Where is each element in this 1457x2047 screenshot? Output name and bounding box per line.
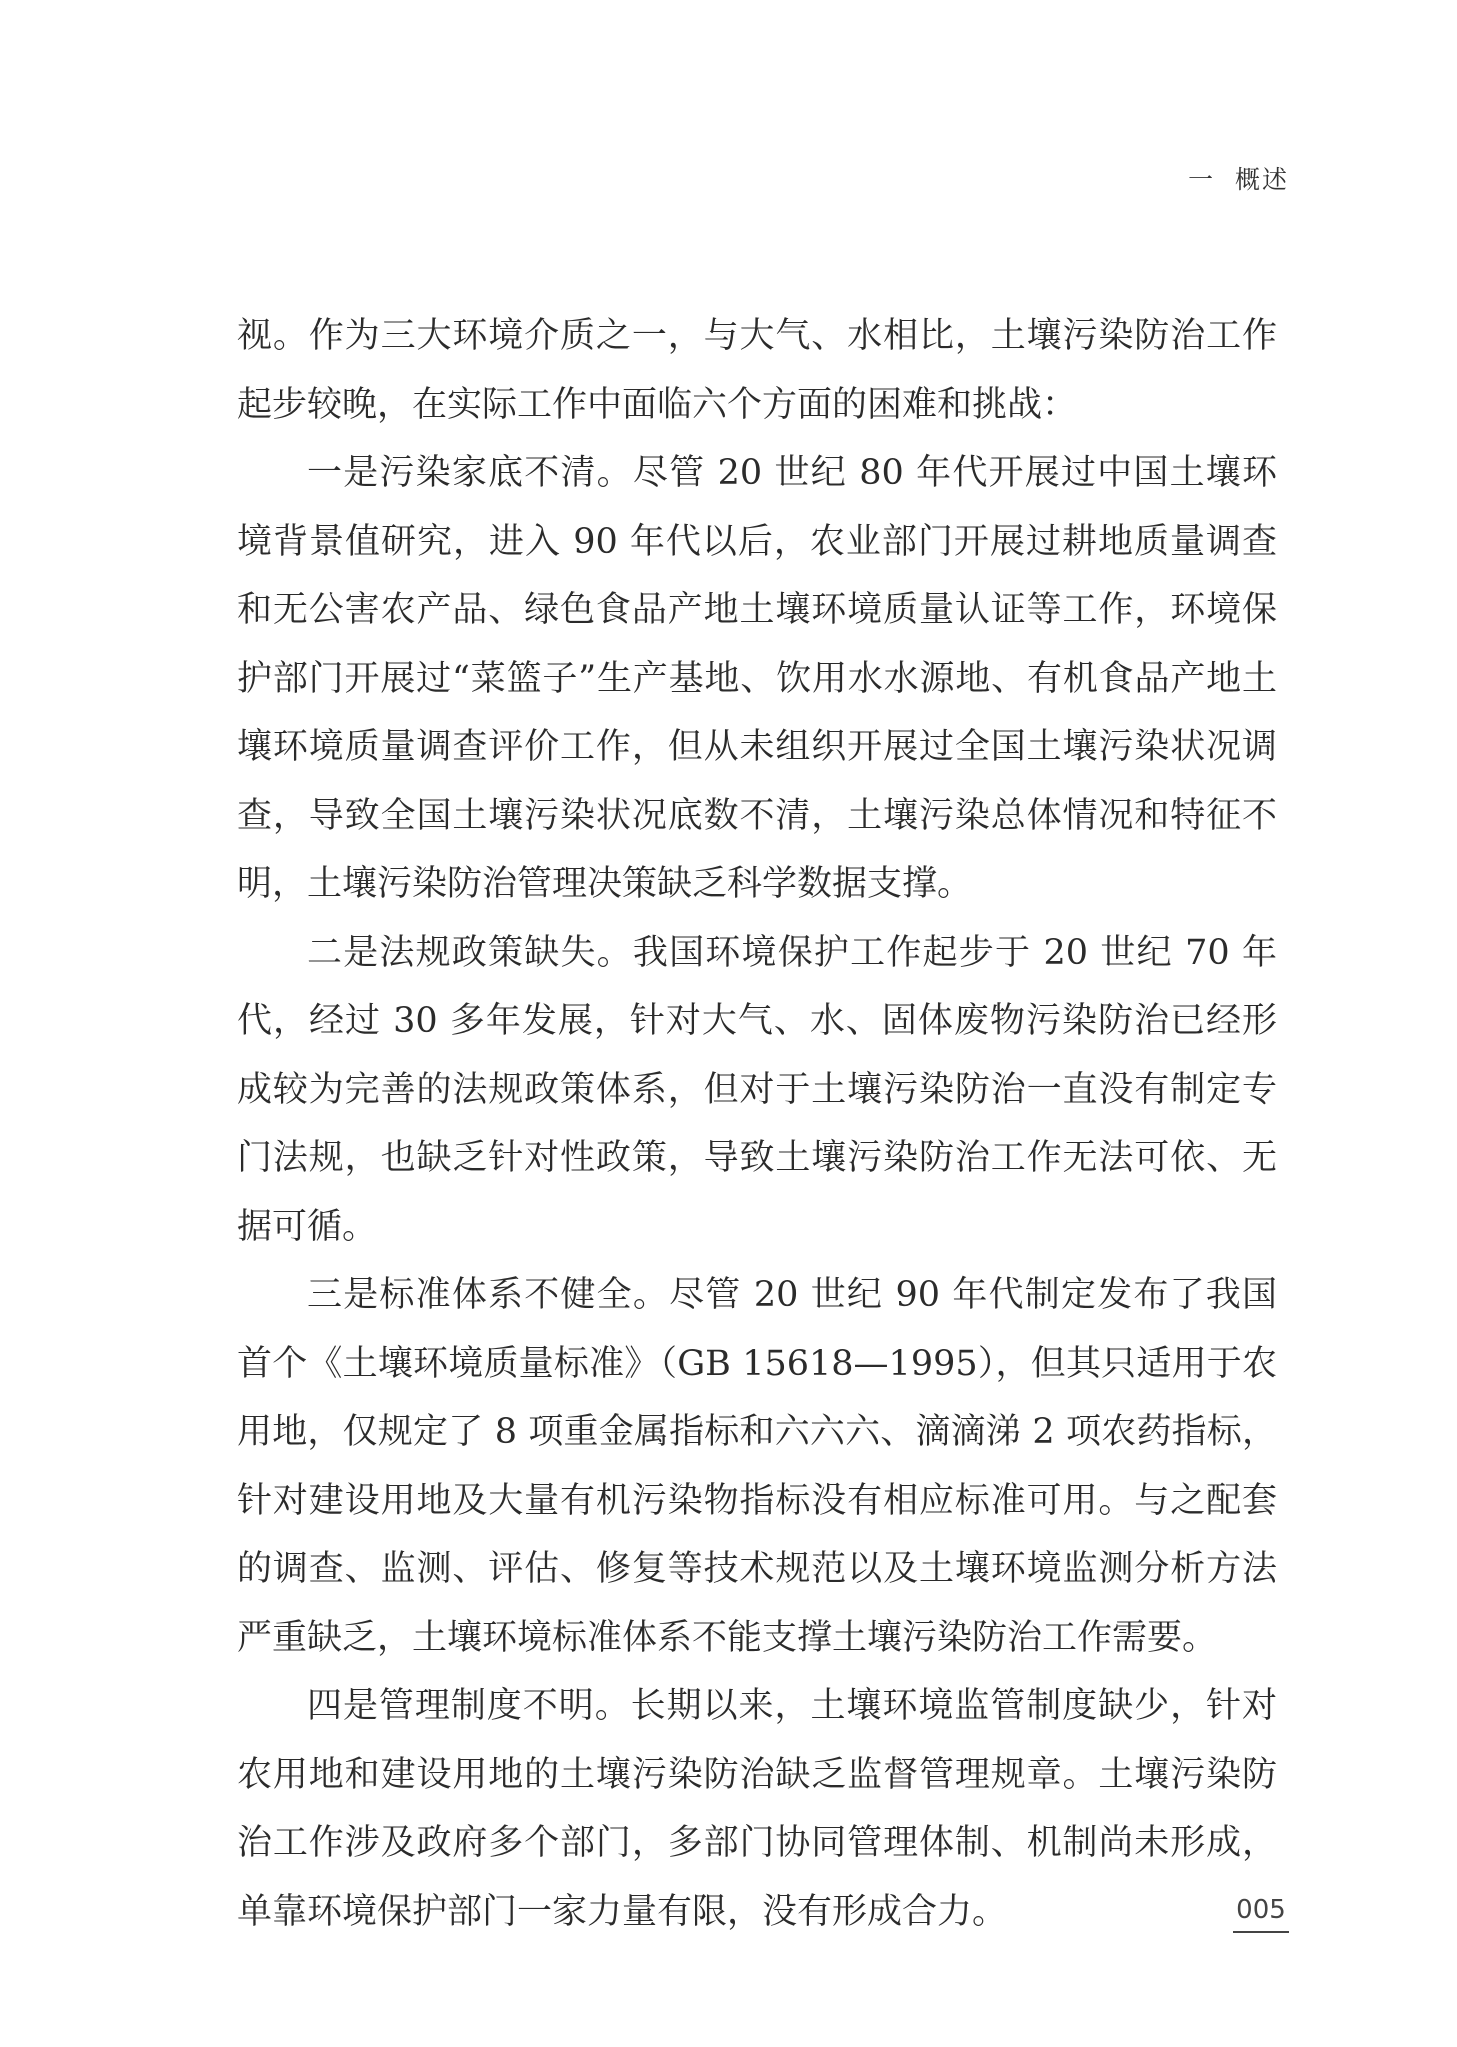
paragraph-continued: 视。作为三大环境介质之一，与大气、水相比，土壤污染防治工作起步较晚，在实际工作中面临六个方面的困难和挑战： [237, 316, 1277, 425]
paragraph-4: 四是管理制度不明。长期以来，土壤环境监管制度缺少，针对农用地和建设用地的土壤污染防治缺乏监督管理规章。土壤污染防治工作涉及政府多个部门，多部门协同管理体制、机制尚未形成，单靠环境保护部门一家力量有限，没有形成合力。 [237, 1686, 1277, 1932]
body-text [237, 302, 1277, 1946]
paragraph-1: 一是污染家底不清。尽管 20 世纪 80 年代开展过中国土壤环境背景值研究，进入 90 年代以后，农业部门开展过耕地质量调查和无公害农产品、绿色食品产地土壤环境质量认证等工作，环境保护部门开展过“菜篮子”生产基地、饮用水水源地、有机食品产地土壤环境质量调查评价工作，但从未组织开展过全国土壤污染状况调查，导致全国土壤污染状况底数不清，土壤污染总体情况和特征不明，土壤污染防治管理决策缺乏科学数据支撑。 [237, 453, 1277, 904]
running-header: 一 概述 [1188, 165, 1289, 194]
page-number-underline [1233, 1931, 1289, 1933]
page-number: 005 [1236, 1895, 1286, 1925]
paragraph-3: 三是标准体系不健全。尽管 20 世纪 90 年代制定发布了我国首个《土壤环境质量标准》（GB 15618—1995），但其只适用于农用地，仅规定了 8 项重金属指标和六六六、滴滴涕 2 项农药指标，针对建设用地及大量有机污染物指标没有相应标准可用。与之配套的调查、监测、评估、修复等技术规范以及土壤环境监测分析方法严重缺乏，土壤环境标准体系不能支撑土壤污染防治工作需要。 [237, 1275, 1277, 1658]
paragraph-2: 二是法规政策缺失。我国环境保护工作起步于 20 世纪 70 年代，经过 30 多年发展，针对大气、水、固体废物污染防治已经形成较为完善的法规政策体系，但对于土壤污染防治一直没有制定专门法规，也缺乏针对性政策，导致土壤污染防治工作无法可依、无据可循。 [237, 932, 1277, 1247]
